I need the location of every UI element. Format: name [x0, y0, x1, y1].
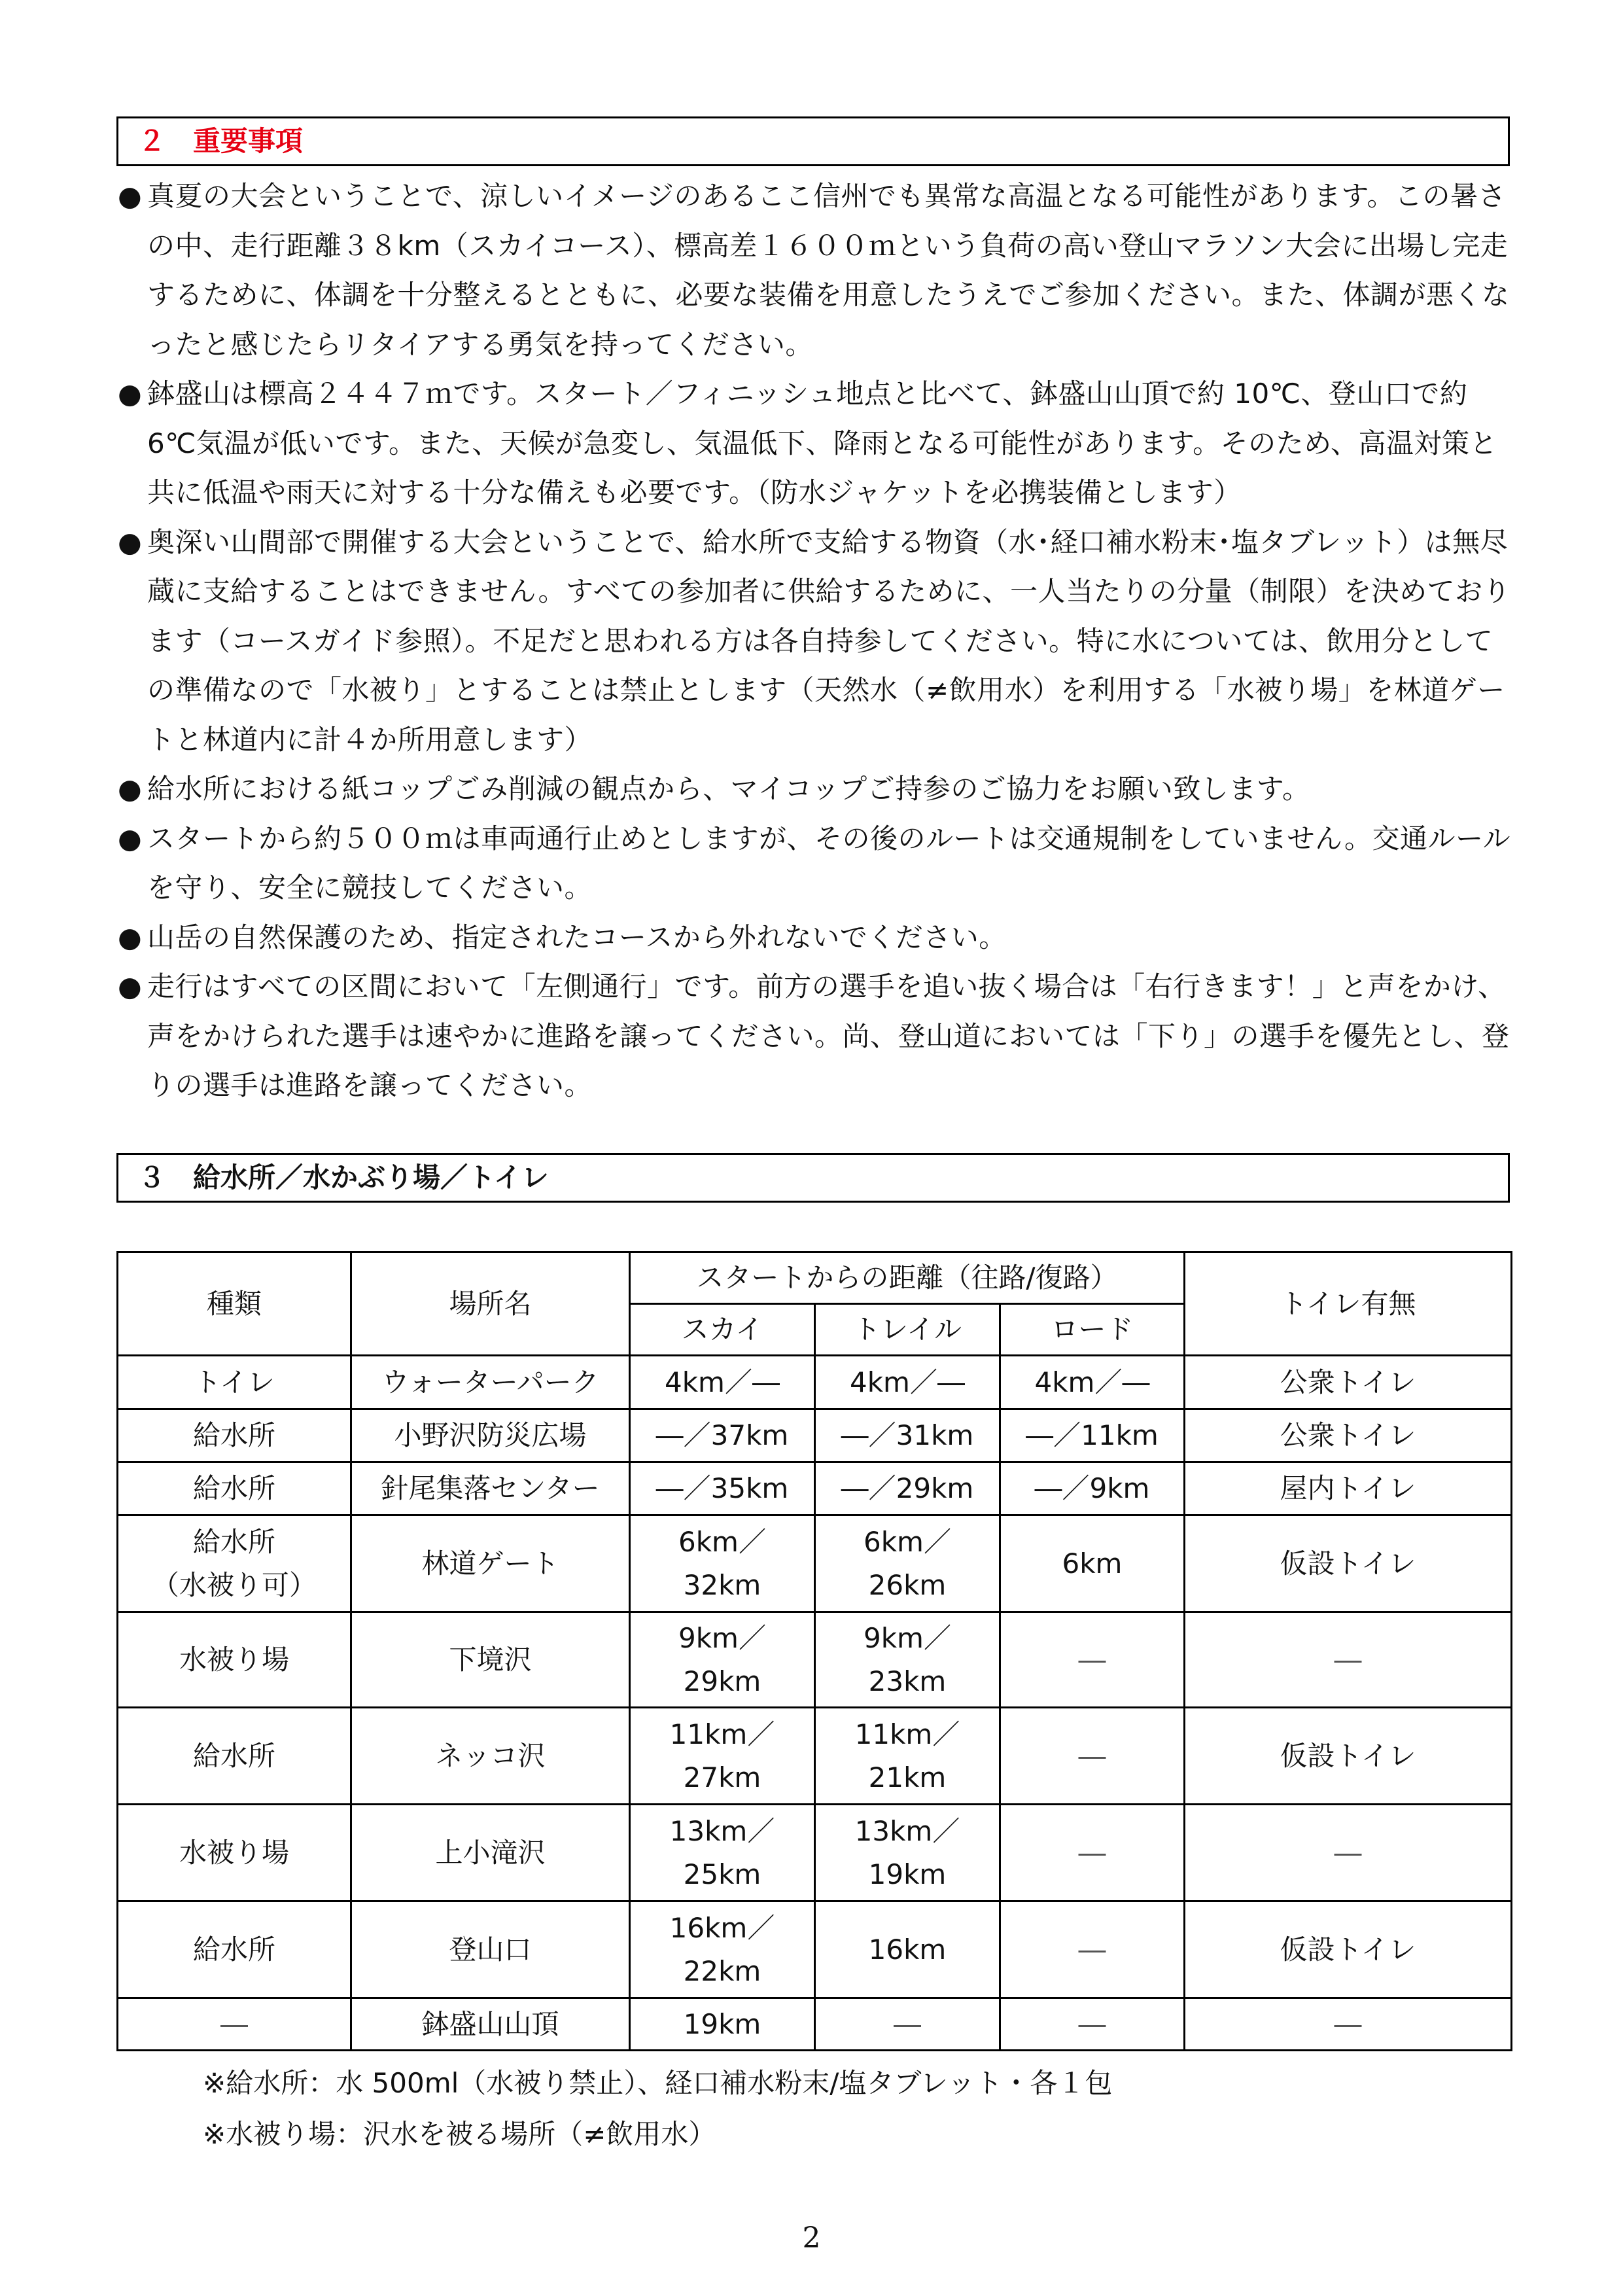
- cell-place: 林道ゲート: [351, 1515, 630, 1612]
- cell-sky: 19km: [630, 1998, 815, 2051]
- cell-trail: [815, 1612, 1000, 1708]
- cell-sky-out: 6km／: [678, 1525, 766, 1558]
- cell-road: ―: [1000, 1805, 1185, 1901]
- cell-type: [118, 1515, 351, 1612]
- table-row: [118, 1708, 1512, 1805]
- section-3-title: ３ 給水所／水かぶり場／トイレ: [138, 1161, 549, 1193]
- table-row: [118, 1901, 1512, 1998]
- section-2-heading: [116, 116, 1510, 166]
- bullet-text: 給水所における紙コップごみ削減の観点から、マイコップご持参のご協力をお願い致します。: [147, 773, 1310, 805]
- bullet-text: 山岳の自然保護のため、指定されたコースから外れないでください。: [147, 921, 1007, 953]
- table-header-row: [118, 1252, 1512, 1304]
- cell-road: ―: [1000, 1612, 1185, 1708]
- header-distance: スタートからの距離（往路/復路）: [630, 1252, 1185, 1304]
- cell-type: 給水所: [118, 1901, 351, 1998]
- cell-trail: 4km／―: [815, 1356, 1000, 1409]
- cell-sky-back: 27km: [683, 1761, 761, 1793]
- cell-trail-out: 9km／: [864, 1621, 951, 1654]
- bullet-item: [118, 171, 1518, 369]
- bullet-dot-icon: ●: [118, 180, 143, 212]
- bullet-dot-icon: ●: [118, 378, 143, 410]
- cell-trail: [815, 1805, 1000, 1901]
- bullet-text: 奥深い山間部で開催する大会ということで、給水所で支給する物資（水･経口補水粉末･塩タブレット）は無尽蔵に支給することはできません。すべての参加者に供給するために、一人当たりの分量（制限）を決めております（コースガイド参照）。不足だと思われる方は各自持参してください。特に水については、飲用分としての準備なので「水被り」とすることは禁止とします（天然水（≠飲用水）を利用する「水被り場」を林道ゲートと林道内に計４か所用意します）: [147, 525, 1511, 756]
- bullet-dot-icon: ●: [118, 525, 143, 558]
- bullet-text: スタートから約５００ｍは車両通行止めとしますが、その後のルートは交通規制をしていません。交通ルールを守り、安全に競技してください。: [147, 822, 1511, 904]
- table-row: [118, 1356, 1512, 1409]
- cell-place: 鉢盛山山頂: [351, 1998, 630, 2051]
- cell-place: 上小滝沢: [351, 1805, 630, 1901]
- cell-place: ネッコ沢: [351, 1708, 630, 1805]
- bullet-dot-icon: ●: [118, 773, 143, 805]
- cell-toilet: ―: [1185, 1612, 1512, 1708]
- bullet-item: [118, 962, 1518, 1110]
- cell-toilet: 公衆トイレ: [1185, 1409, 1512, 1462]
- header-road: ロード: [1000, 1304, 1185, 1356]
- bullet-item: [118, 369, 1518, 518]
- section-3-heading: [116, 1153, 1510, 1203]
- cell-trail-back: 19km: [868, 1858, 947, 1890]
- header-place: 場所名: [351, 1252, 630, 1356]
- bullet-item: [118, 518, 1518, 765]
- cell-type-line2: （水被り可）: [151, 1568, 317, 1601]
- cell-toilet: ―: [1185, 1805, 1512, 1901]
- cell-road: ―: [1000, 1998, 1185, 2051]
- cell-sky-out: 11km／: [669, 1718, 775, 1750]
- cell-type: トイレ: [118, 1356, 351, 1409]
- cell-sky: [630, 1708, 815, 1805]
- cell-type: 水被り場: [118, 1612, 351, 1708]
- cell-sky-back: 25km: [683, 1858, 761, 1890]
- cell-toilet: 仮設トイレ: [1185, 1515, 1512, 1612]
- page-number: 2: [802, 2221, 821, 2255]
- cell-trail-back: 26km: [868, 1568, 947, 1601]
- table-row: [118, 1612, 1512, 1708]
- cell-trail-out: 11km／: [854, 1718, 960, 1750]
- cell-place: 登山口: [351, 1901, 630, 1998]
- cell-sky-out: 9km／: [678, 1621, 766, 1654]
- header-type: 種類: [118, 1252, 351, 1356]
- cell-road: ―: [1000, 1708, 1185, 1805]
- cell-sky-out: 16km／: [669, 1911, 775, 1944]
- bullet-item: [118, 764, 1518, 814]
- cell-toilet: 公衆トイレ: [1185, 1356, 1512, 1409]
- bullet-dot-icon: ●: [118, 970, 143, 1002]
- table-notes: [203, 2058, 1112, 2160]
- bullet-text: 鉢盛山は標高２４４７ｍです。スタート／フィニッシュ地点と比べて、鉢盛山山頂で約 10℃、登山口で約 6℃気温が低いです。また、天候が急変し、気温低下、降雨となる可能性があります。そのため、高温対策と共に低温や雨天に対する十分な備えも必要です。（防水ジャケットを必携装備とします）: [147, 378, 1497, 508]
- cell-sky: [630, 1805, 815, 1901]
- table-row: [118, 1515, 1512, 1612]
- cell-trail-back: 21km: [868, 1761, 947, 1793]
- cell-toilet: 屋内トイレ: [1185, 1462, 1512, 1515]
- cell-sky: ―／35km: [630, 1462, 815, 1515]
- table-row: [118, 1805, 1512, 1901]
- cell-sky: [630, 1612, 815, 1708]
- cell-sky-out: 13km／: [669, 1814, 775, 1847]
- cell-sky-back: 29km: [683, 1665, 761, 1697]
- header-sky: スカイ: [630, 1304, 815, 1356]
- aid-station-table: [116, 1251, 1512, 2051]
- cell-trail: [815, 1515, 1000, 1612]
- cell-place: 下境沢: [351, 1612, 630, 1708]
- cell-type: 水被り場: [118, 1805, 351, 1901]
- cell-type-line1: 給水所: [192, 1525, 275, 1558]
- cell-toilet: 仮設トイレ: [1185, 1708, 1512, 1805]
- cell-place: 小野沢防災広場: [351, 1409, 630, 1462]
- cell-trail: [815, 1708, 1000, 1805]
- section-2-title: ２ 重要事項: [138, 125, 304, 157]
- bullet-item: [118, 814, 1518, 913]
- cell-place: ウォーターパーク: [351, 1356, 630, 1409]
- table-row: [118, 1998, 1512, 2051]
- cell-road: ―／11km: [1000, 1409, 1185, 1462]
- cell-road: ―／9km: [1000, 1462, 1185, 1515]
- cell-sky: 4km／―: [630, 1356, 815, 1409]
- cell-trail: 16km: [815, 1901, 1000, 1998]
- cell-sky-back: 32km: [683, 1568, 761, 1601]
- cell-type: 給水所: [118, 1462, 351, 1515]
- cell-trail-out: 6km／: [864, 1525, 951, 1558]
- bullet-item: [118, 913, 1518, 963]
- cell-sky: [630, 1901, 815, 1998]
- header-toilet: トイレ有無: [1185, 1252, 1512, 1356]
- note-water-splash: ※水被り場：沢水を被る場所（≠飲用水）: [203, 2118, 716, 2150]
- cell-sky: ―／37km: [630, 1409, 815, 1462]
- cell-trail-out: 13km／: [854, 1814, 960, 1847]
- cell-sky: [630, 1515, 815, 1612]
- cell-trail: ―: [815, 1998, 1000, 2051]
- bullet-text: 真夏の大会ということで、涼しいイメージのあるここ信州でも異常な高温となる可能性があります。この暑さの中、走行距離３８km（スカイコース）、標高差１６００ｍという負荷の高い登山マラソン大会に出場し完走するために、体調を十分整えるとともに、必要な装備を用意したうえでご参加ください。また、体調が悪くなったと感じたらリタイアする勇気を持ってください。: [147, 180, 1510, 361]
- cell-trail-back: 23km: [868, 1665, 947, 1697]
- bullet-dot-icon: ●: [118, 921, 143, 953]
- cell-toilet: ―: [1185, 1998, 1512, 2051]
- cell-type: 給水所: [118, 1409, 351, 1462]
- cell-sky-back: 22km: [683, 1954, 761, 1987]
- cell-toilet: 仮設トイレ: [1185, 1901, 1512, 1998]
- bullet-text: 走行はすべての区間において「左側通行」です。前方の選手を追い抜く場合は「右行きます！」と声をかけ、声をかけられた選手は速やかに進路を譲ってください。尚、登山道においては「下り」の選手を優先とし、登りの選手は進路を譲ってください。: [147, 970, 1510, 1101]
- cell-trail: ―／31km: [815, 1409, 1000, 1462]
- header-trail: トレイル: [815, 1304, 1000, 1356]
- cell-road: ―: [1000, 1901, 1185, 1998]
- important-notes-list: [118, 171, 1518, 1110]
- table-row: [118, 1409, 1512, 1462]
- cell-road: 6km: [1000, 1515, 1185, 1612]
- bullet-dot-icon: ●: [118, 822, 143, 855]
- cell-road: 4km／―: [1000, 1356, 1185, 1409]
- cell-place: 針尾集落センター: [351, 1462, 630, 1515]
- cell-trail: ―／29km: [815, 1462, 1000, 1515]
- cell-type: 給水所: [118, 1708, 351, 1805]
- note-aid-station: ※給水所：水 500ml（水被り禁止）、経口補水粉末/塩タブレット・各１包: [203, 2067, 1113, 2099]
- table-row: [118, 1462, 1512, 1515]
- cell-type: ―: [118, 1998, 351, 2051]
